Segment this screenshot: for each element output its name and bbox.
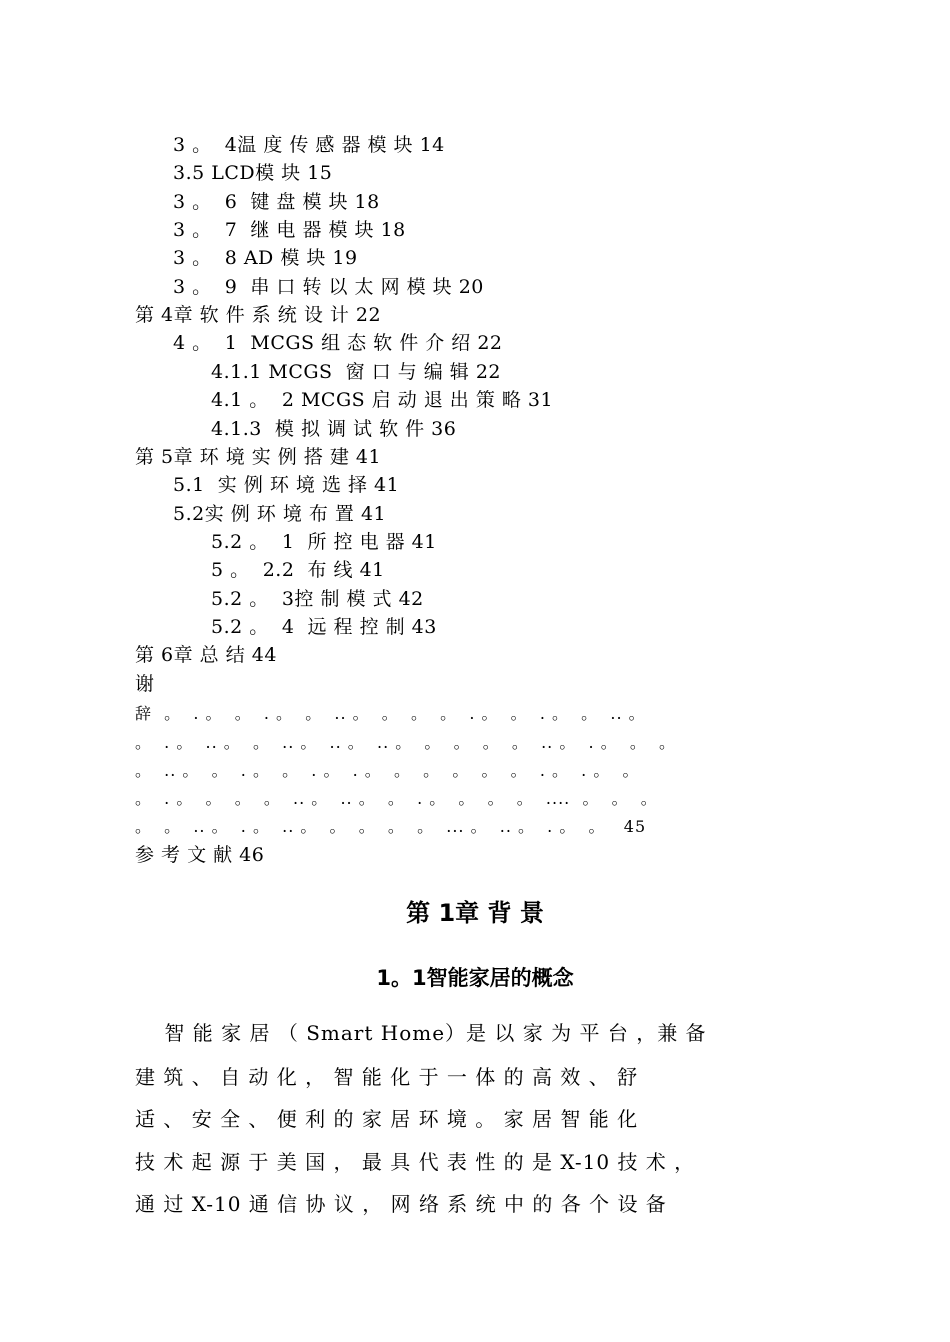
toc-entry-acknowledgement[interactable]: 谢	[135, 673, 155, 695]
toc-entry[interactable]: 3 。 4温 度 传 感 器 模 块 14	[173, 134, 445, 156]
section-title: 1。1智能家居的概念	[376, 966, 574, 990]
chapter-title: 第 1章 背 景	[406, 899, 544, 927]
toc-entry-chapter[interactable]: 第 4章 软 件 系 统 设 计 22	[135, 304, 382, 326]
paragraph-line: 技 术 起 源 于 美 国 ， 最 具 代 表 性 的 是 X-10 技 术 ，	[135, 1150, 696, 1174]
toc-entry[interactable]: 3 。 9 串 口 转 以 太 网 模 块 20	[173, 276, 484, 298]
toc-entry[interactable]: 3 。 6 键 盘 模 块 18	[173, 191, 380, 213]
leader-dots-line: 。 . 。 .. 。 。 .. 。 .. 。 .. 。 。 。 。 。 .. 。 . 。 。 。	[135, 733, 677, 752]
toc-entry[interactable]: 4 。 1 MCGS 组 态 软 件 介 绍 22	[173, 332, 503, 354]
paragraph-line: 适 、 安 全 、 便 利 的 家 居 环 境 。 家 居 智 能 化	[135, 1107, 639, 1131]
leader-dots-line: 。 . 。 。 。 。 .. 。 .. 。 。 . 。 。 。 。 .... 。 。 。	[135, 789, 658, 808]
toc-entry-chapter[interactable]: 第 5章 环 境 实 例 搭 建 41	[135, 446, 382, 468]
toc-entry[interactable]: 4.1 。 2 MCGS 启 动 退 出 策 略 31	[211, 389, 554, 411]
toc-entry[interactable]: 3 。 7 继 电 器 模 块 18	[173, 219, 406, 241]
toc-entry[interactable]: 5.2 。 4 远 程 控 制 43	[211, 616, 437, 638]
leader-dots-line: 。 .. 。 。 . 。 。 . 。 . 。 。 。 。 。 。 . 。 . 。 。	[135, 761, 640, 780]
toc-entry[interactable]: 3 。 8 AD 模 块 19	[173, 247, 358, 269]
leader-dots-line: 。 。 .. 。 . 。 .. 。 。 。 。 。 ... 。 .. 。 . 。 。 45	[135, 817, 647, 836]
toc-entry[interactable]: 5.2实 例 环 境 布 置 41	[173, 503, 387, 525]
paragraph-line: 智 能 家 居 （ Smart Home）是 以 家 为 平 台 ，兼 备	[135, 1021, 707, 1045]
paragraph-line: 建 筑 、 自 动 化 ， 智 能 化 于 一 体 的 高 效 、 舒	[135, 1065, 639, 1089]
toc-entry[interactable]: 3.5 LCD模 块 15	[173, 162, 333, 184]
paragraph-line: 通 过 X-10 通 信 协 议 ， 网 络 系 统 中 的 各 个 设 备	[135, 1192, 667, 1216]
toc-entry[interactable]: 4.1.3 模 拟 调 试 软 件 36	[211, 418, 457, 440]
toc-entry[interactable]: 5.2 。 1 所 控 电 器 41	[211, 531, 437, 553]
toc-entry[interactable]: 5.2 。 3控 制 模 式 42	[211, 588, 424, 610]
toc-entry[interactable]: 5 。 2.2 布 线 41	[211, 559, 385, 581]
toc-entry-chapter[interactable]: 第 6章 总 结 44	[135, 644, 277, 666]
leader-dots-line: 辞 。 . 。 。 . 。 。 .. 。 。 。 。 . 。 。 . 。 。 .. 。	[135, 704, 646, 723]
toc-entry[interactable]: 5.1 实 例 环 境 选 择 41	[173, 474, 400, 496]
toc-entry-references[interactable]: 参 考 文 献 46	[135, 844, 265, 866]
toc-entry[interactable]: 4.1.1 MCGS 窗 口 与 编 辑 22	[211, 361, 502, 383]
